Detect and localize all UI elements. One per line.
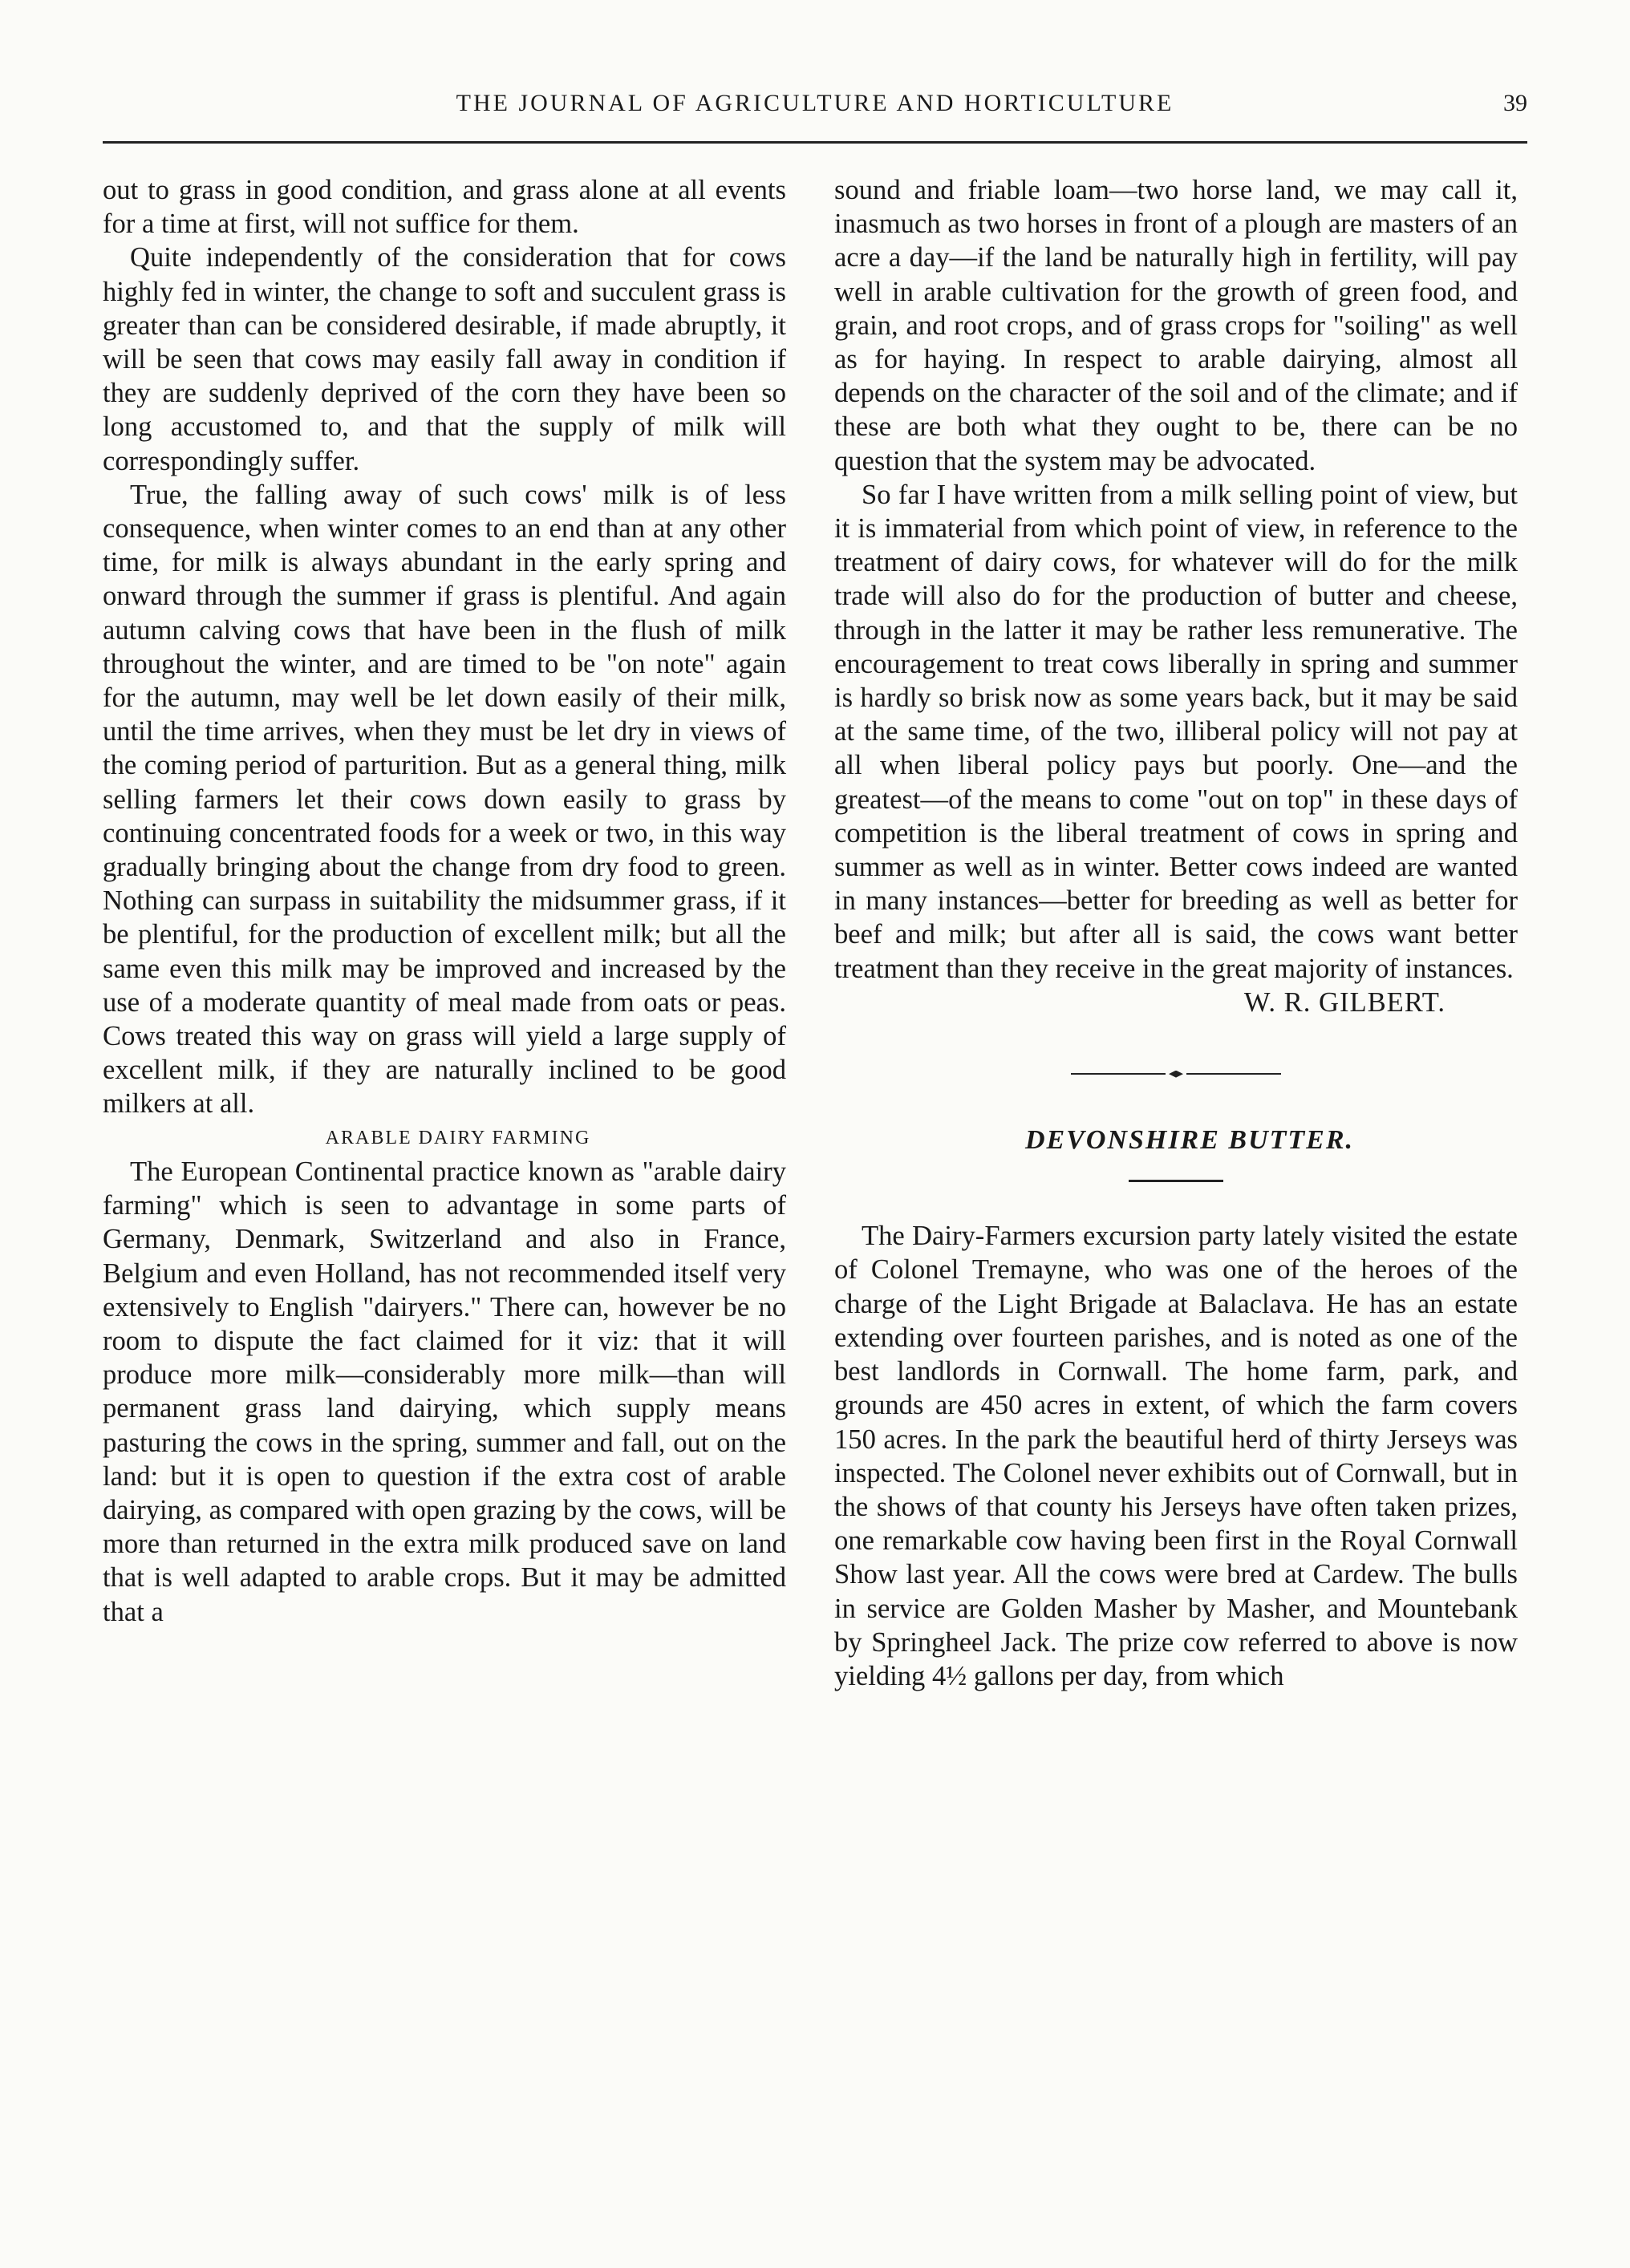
paragraph: So far I have written from a milk selling point of view, but it is immaterial from which point of view, in reference to the treatment of dairy cows, for whatever will do for the milk trade will also do for the production of butter and cheese, through in the latter it may be rather less remunerative. The encouragement to treat cows liberally in spring and summer is hardly so brisk now as some years back, but it may be said at the same time, of the two, illiberal policy will not pay at all when liberal policy pays but poorly. One—and the greatest—of the means to come "out on top" in these days of competition is the liberal treatment of cows in spring and summer as well as in winter. Better cows indeed are wanted in many instances—better for breeding as well as better for beef and milk; but after all is said, the cows want better treatment than they receive in the great majority of instances. — [834, 479, 1518, 984]
right-column — [834, 173, 1518, 1693]
author-signature: W. R. GILBERT. — [1243, 986, 1446, 1018]
paragraph: The European Continental practice known as "arable dairy farming" which is seen to advantage in some parts of Germany, Denmark, Switzerland and also in France, Belgium and even Holland, has not recommended itself very extensively to English "dairyers." There can, however be no room to dispute the fact claimed for it viz: that it will produce more milk—considerably more milk—than will permanent grass land dairying, which supply means pasturing the cows in the spring, summer and fall, out on the land: but it is open to question if the extra cost of arable dairying, as compared with open grazing by the cows, will be more than returned in the extra milk produced save on land that is well adapted to arable crops. But it may be admitted that a — [103, 1156, 786, 1627]
ornament-diamond-icon — [1169, 1071, 1183, 1078]
ornament-rule — [1071, 1073, 1166, 1075]
paragraph: out to grass in good condition, and grass alone at all events for a time at first, will not suffice for them. — [103, 175, 786, 240]
article-title: DEVONSHIRE BUTTER. — [1024, 1125, 1355, 1156]
paragraph: Quite independently of the consideration that for cows highly fed in winter, the change to soft and succulent grass is greater than can be considered desirable, if made abruptly, it will be seen that cows may easily fall away in condition if they are suddenly deprived of the corn they have been so long accustomed to, and that the supply of milk will correspondingly suffer. — [103, 242, 786, 476]
header-rule — [103, 141, 1527, 144]
ornament-rule — [1186, 1073, 1281, 1075]
running-header — [103, 90, 1527, 141]
paragraph: True, the falling away of such cows' milk is of less consequence, when winter comes to an end than at any other time, for milk is always abundant in the early spring and onward through the summer if grass is plentiful. And again autumn calving cows that have been in the flush of milk throughout the winter, and are timed to be "on note" again for the autumn, may well be let down easily of their milk, until the time arrives, when they must be let dry in views of the coming period of parturition. But as a general thing, milk selling farmers let their cows down easily to grass by continuing concentrated foods for a week or two, in this way gradually bringing about the change from dry food to green. Nothing can surpass in suitability the midsummer grass, if it be plentiful, for the production of excellent milk; but all the same even this milk may be improved and increased by the use of a moderate quantity of meal made from oats or peas. Cows treated this way on grass will yield a large supply of excellent milk, if they are naturally inclined to be good milkers at all. — [103, 479, 786, 1120]
paragraph: The Dairy-Farmers excursion party lately visited the estate of Colonel Tremayne, who was one of the heroes of the charge of the Light Brigade at Balaclava. He has an estate extending over fourteen parishes, and is noted as one of the best landlords in Cornwall. The home farm, park, and grounds are 450 acres in extent, of which the farm covers 150 acres. In the park the beautiful herd of thirty Jerseys was inspected. The Colonel never exhibits out of Cornwall, but in the shows of that county his Jerseys have often taken prizes, one remarkable cow having been first in the Royal Cornwall Show last year. All the cows were bred at Cardew. The bulls in service are Golden Masher by Masher, and Mountebank by Springheel Jack. The prize cow referred to above is now yielding 4½ gallons per day, from which — [834, 1221, 1518, 1691]
title-rule — [1129, 1180, 1223, 1182]
page-number: 39 — [1503, 90, 1527, 116]
paragraph: sound and friable loam—two horse land, we may call it, inasmuch as two horses in front of a plough are masters of an acre a day—if the land be naturally high in fertility, will pay well in arable cultivation for the growth of green food, and grain, and root crops, and of grass crops for "soiling" as well as for haying. In respect to arable dairying, almost all depends on the character of the soil and of the climate; and if these are both what they ought to be, there can be no question that the system may be advocated. — [834, 175, 1518, 476]
section-subheading: ARABLE DAIRY FARMING — [325, 1127, 591, 1148]
section-ornament — [834, 1066, 1518, 1082]
running-title: THE JOURNAL OF AGRICULTURE AND HORTICULTURE — [456, 90, 1174, 116]
left-column — [103, 173, 786, 1629]
